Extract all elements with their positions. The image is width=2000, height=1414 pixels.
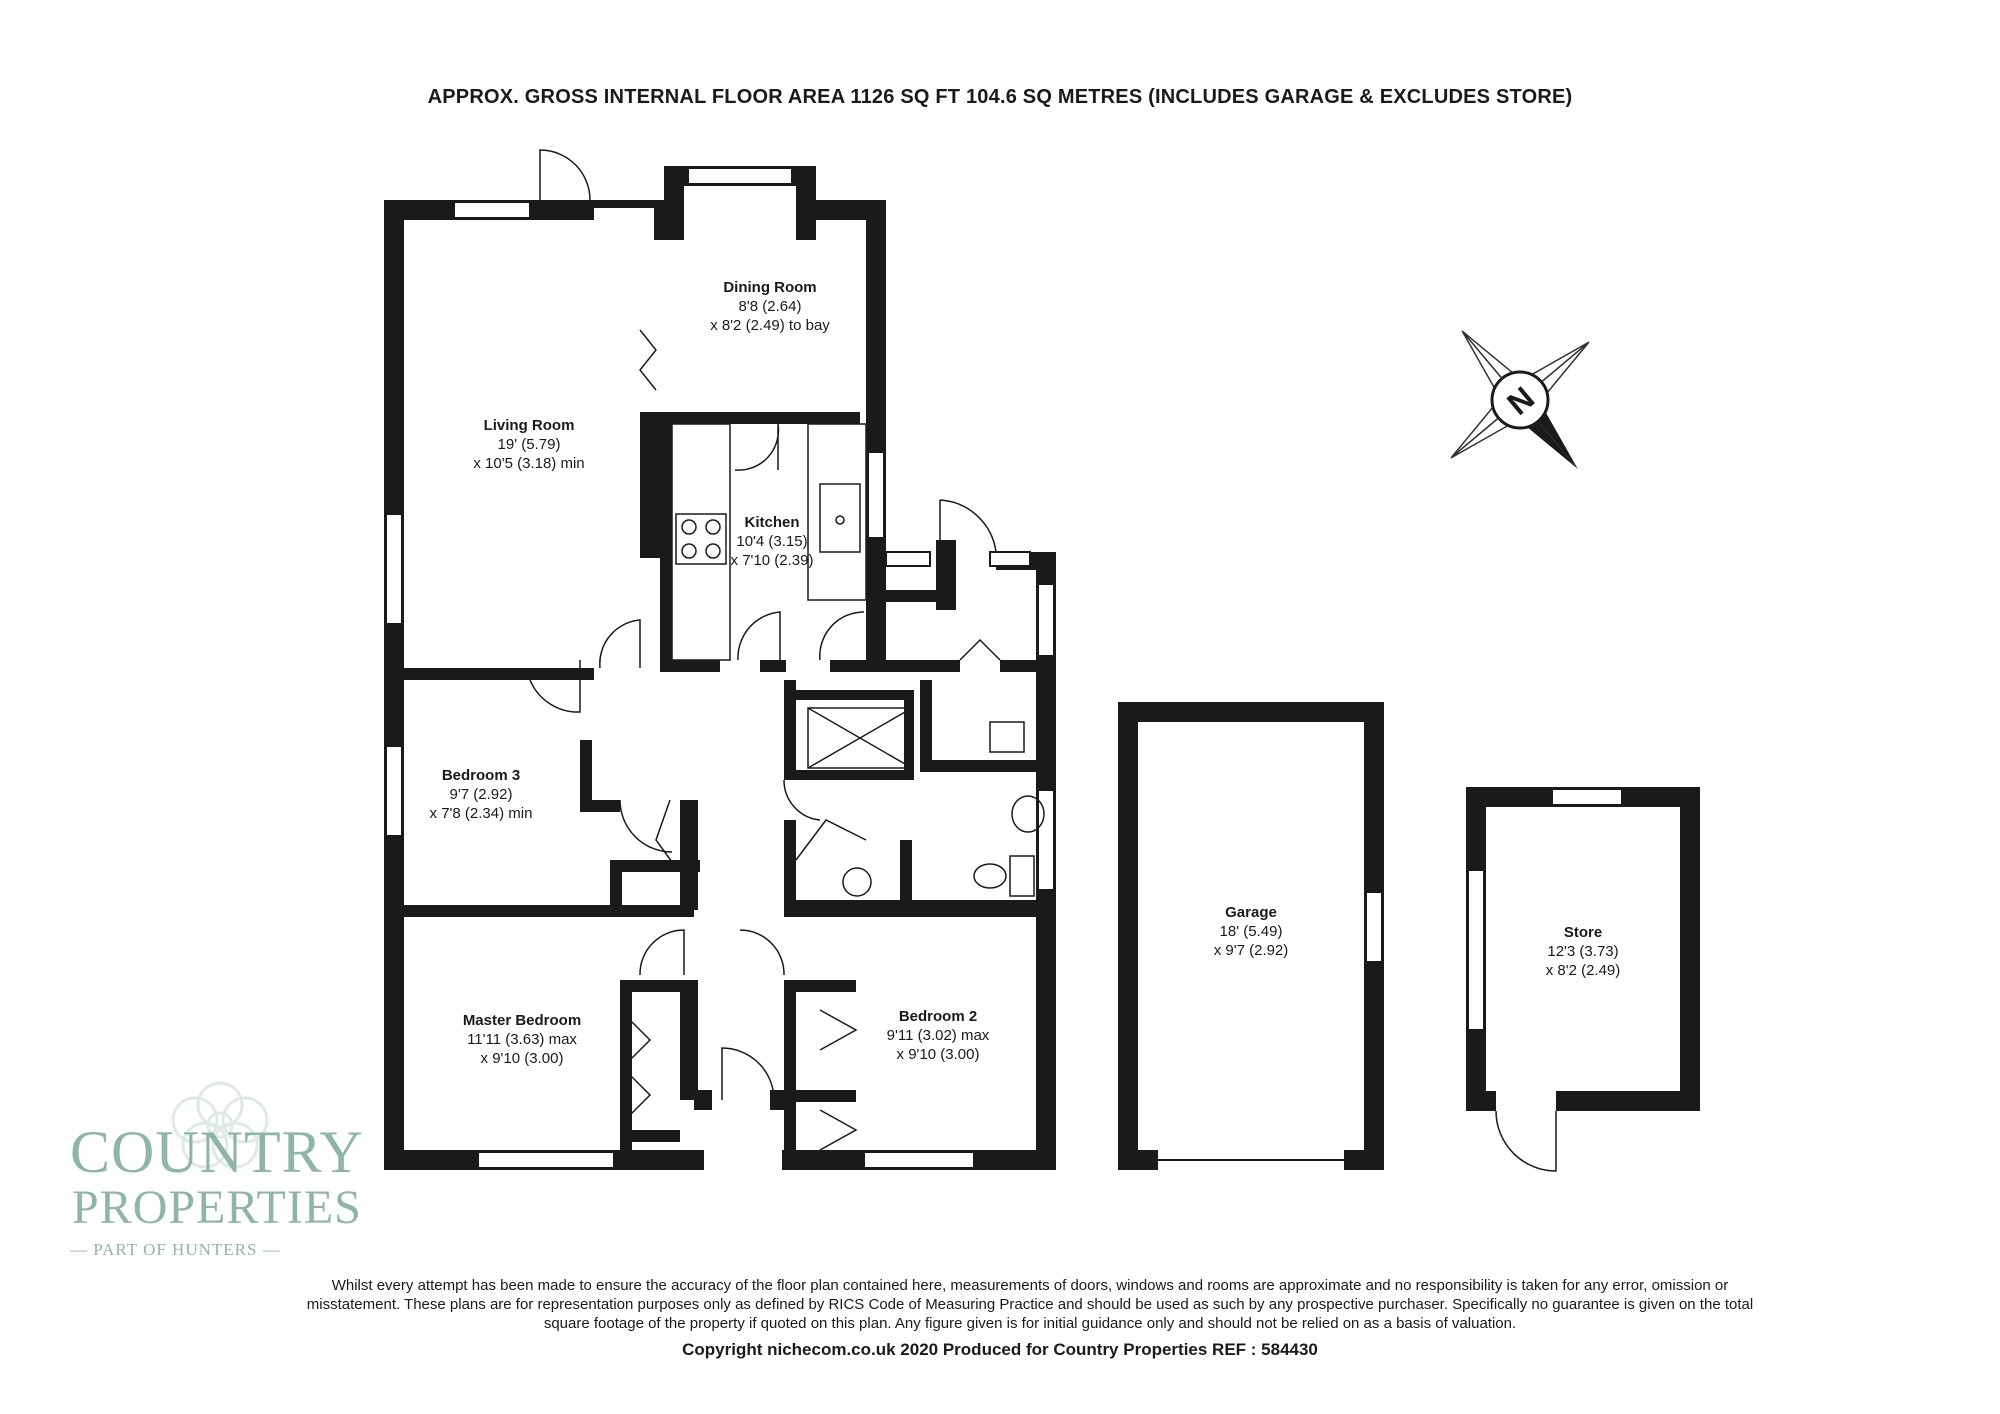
bedroom-2-dim2: x 9'10 (3.00) bbox=[896, 1046, 980, 1063]
logo-country: COUNTRY bbox=[70, 1119, 364, 1185]
bedroom-3-dim2: x 7'8 (2.34) min bbox=[429, 805, 533, 822]
garage-name: Garage bbox=[1225, 904, 1277, 921]
walls bbox=[384, 166, 1700, 1170]
living-room-dim2: x 10'5 (3.18) min bbox=[473, 455, 585, 472]
logo-properties: PROPERTIES bbox=[72, 1181, 362, 1234]
bedroom-3-name: Bedroom 3 bbox=[441, 767, 521, 784]
bedroom-2-dim1: 9'11 (3.02) max bbox=[886, 1027, 990, 1044]
living-room-dim1: 19' (5.79) bbox=[497, 436, 561, 453]
room-labels bbox=[430, 279, 1621, 1067]
bedroom-3-dim1: 9'7 (2.92) bbox=[449, 786, 513, 803]
master-bedroom-dim1: 11'11 (3.63) max bbox=[467, 1031, 577, 1048]
dining-room-name: Dining Room bbox=[723, 279, 817, 296]
garage-dim2: x 9'7 (2.92) bbox=[1213, 942, 1289, 959]
disclaimer-text: Whilst every attempt has been made to ensure the accuracy of the floor plan contained here, measurements of doors, windows and rooms are approximate and no responsibility is taken for any error, omission or misstatement. These plans are for representation purposes only as defined by RICS Code of Measuring Practice and should be used as such by any prospective purchaser. Specifically no guarantee is given on the total square footage of the property if quoted on this plan. Any figure given is for initial guidance only and should not be relied on as a basis of valuation. bbox=[306, 1277, 1754, 1332]
living-room-name: Living Room bbox=[483, 417, 575, 434]
compass-letter: N bbox=[1500, 379, 1542, 422]
kitchen-dim1: 10'4 (3.15) bbox=[736, 533, 808, 550]
kitchen-dim2: x 7'10 (2.39) bbox=[730, 552, 814, 569]
master-bedroom-name: Master Bedroom bbox=[462, 1012, 582, 1029]
dining-room-dim2: x 8'2 (2.49) to bay bbox=[710, 317, 830, 334]
garage-dim1: 18' (5.49) bbox=[1219, 923, 1283, 940]
copyright-line: Copyright nichecom.co.uk 2020 Produced for Country Properties REF : 584430 bbox=[682, 1340, 1318, 1359]
floor-area-header: APPROX. GROSS INTERNAL FLOOR AREA 1126 SQ FT 104.6 SQ METRES (INCLUDES GARAGE & EXCLUDES STORE) bbox=[427, 86, 1573, 108]
logo-hunters: — PART OF HUNTERS — bbox=[70, 1240, 281, 1259]
bedroom-2-name: Bedroom 2 bbox=[898, 1008, 978, 1025]
store-dim1: 12'3 (3.73) bbox=[1547, 943, 1619, 960]
master-bedroom-dim2: x 9'10 (3.00) bbox=[480, 1050, 564, 1067]
dining-room-dim1: 8'8 (2.64) bbox=[738, 298, 802, 315]
kitchen-name: Kitchen bbox=[744, 514, 800, 531]
store-name: Store bbox=[1563, 924, 1603, 941]
store-dim2: x 8'2 (2.49) bbox=[1545, 962, 1621, 979]
